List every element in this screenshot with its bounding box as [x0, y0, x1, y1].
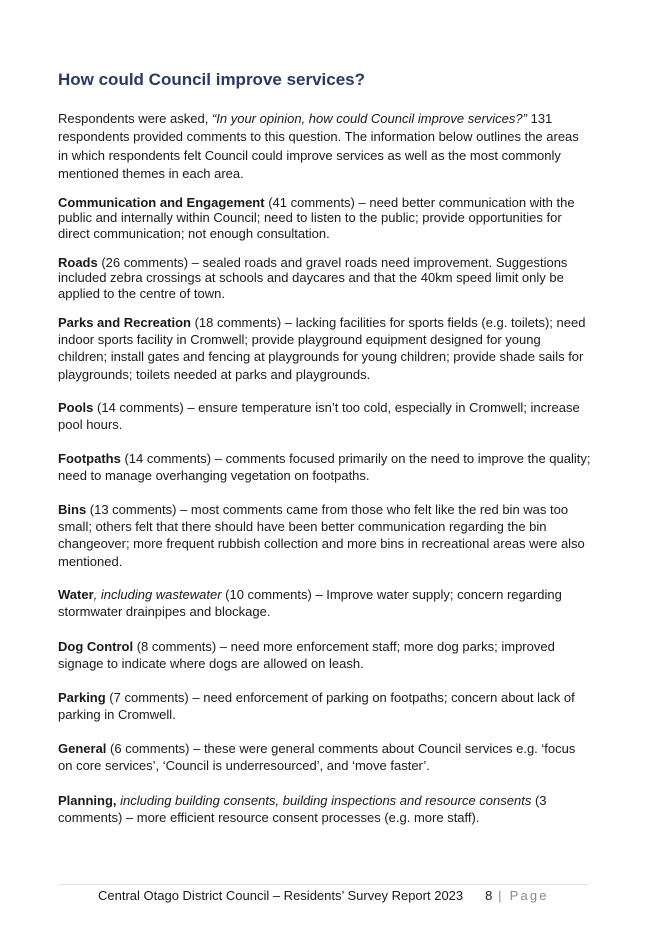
section-text: (13 comments) – most comments came from those who felt like the red bin was too small; others felt that there should have been better communication regarding the bin changeover; more frequent rubbish collection and more bins in recreational areas were also mentioned. [58, 502, 585, 569]
section-title: Parking [58, 690, 106, 705]
section-title: Water [58, 587, 94, 602]
section-title: Planning, [58, 793, 117, 808]
section-water [58, 586, 593, 620]
page-footer [98, 888, 568, 904]
section-title: Pools [58, 400, 94, 415]
section-qualifier: including building consents, building inspections and resource consents [116, 793, 532, 808]
section-dog-control [58, 638, 593, 672]
section-parking [58, 689, 593, 723]
section-text: (26 comments) – sealed roads and gravel roads need improvement. Suggestions included zebra crossings at schools and daycares and that the 40km speed limit only be applied to the centre of town. [58, 255, 568, 301]
footer-title: Central Otago District Council – Residents’ Survey Report 2023 [98, 888, 464, 903]
footer-divider [58, 884, 588, 885]
intro-rest: 131 respondents provided comments to this question. The information below outlines the areas in which respondents felt Council could improve services as well as the most commonly mentioned themes in each area. [58, 111, 579, 181]
section-text: (7 comments) – need enforcement of parking on footpaths; concern about lack of parking in Cromwell. [58, 690, 575, 723]
section-bins [58, 501, 593, 570]
page-title: How could Council improve services? [58, 70, 366, 89]
section-title: Roads [58, 255, 98, 270]
section-title: General [58, 741, 107, 756]
intro-lead: Respondents were asked, [58, 111, 212, 126]
page-number: 8 [485, 888, 493, 903]
section-text: (8 comments) – need more enforcement staff; more dog parks; improved signage to indicate where dogs are allowed on leash. [58, 639, 555, 672]
section-planning [58, 792, 593, 826]
section-roads [58, 255, 593, 301]
intro-paragraph [58, 110, 588, 183]
section-text: (6 comments) – these were general comments about Council services e.g. ‘focus on core services’, ‘Council is underresourced’, and ‘move faster’. [58, 741, 576, 774]
section-parks [58, 314, 593, 383]
section-title: Bins [58, 502, 87, 517]
section-text: (41 comments) – need better communication with the public and internally within Council; need to listen to the public; provide opportunities for direct communication; not enough consultation. [58, 195, 575, 241]
section-communication [58, 195, 593, 241]
section-title: Dog Control [58, 639, 134, 654]
section-text: (3 comments) – more efficient resource consent processes (e.g. more staff). [58, 793, 547, 826]
section-text: (10 comments) – Improve water supply; concern regarding stormwater drainpipes and blockage. [58, 587, 562, 620]
section-pools [58, 399, 593, 433]
section-title: Footpaths [58, 451, 121, 466]
section-general [58, 740, 593, 774]
page-label: | Page [492, 888, 549, 903]
section-text: (18 comments) – lacking facilities for sports fields (e.g. toilets); need indoor sports facility in Cromwell; provide playground equipment designed for young children; install gates and fencing at playgrounds for young children; provide shade sails for playgrounds; toilets needed at parks and playgrounds. [58, 315, 586, 382]
intro-question: “In your opinion, how could Council improve services?” [211, 111, 527, 126]
section-text: (14 comments) – ensure temperature isn’t too cold, especially in Cromwell; increase pool hours. [58, 400, 580, 433]
section-title: Parks and Recreation [58, 315, 191, 330]
section-text: (14 comments) – comments focused primarily on the need to improve the quality; need to manage overhanging vegetation on footpaths. [58, 451, 591, 484]
section-qualifier: , including wastewater [93, 587, 222, 602]
section-footpaths [58, 450, 593, 484]
section-title: Communication and Engagement [58, 195, 265, 210]
